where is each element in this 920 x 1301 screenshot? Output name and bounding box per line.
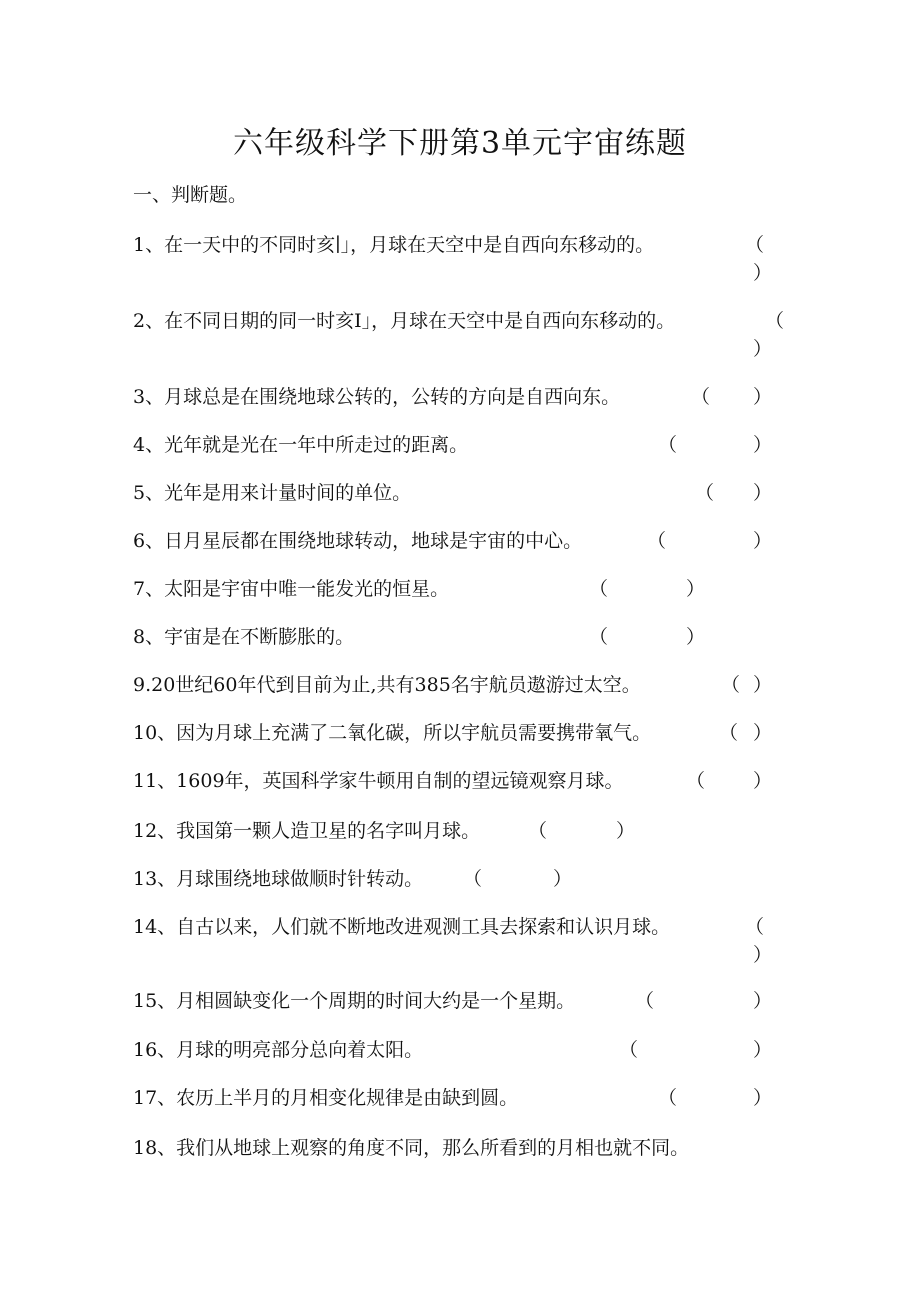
question-text: 3、月球总是在围绕地球公转的，公转的方向是自西向东。 <box>133 386 621 408</box>
answer-open-paren: （ <box>695 482 715 504</box>
answer-close-paren: ） <box>753 1087 773 1109</box>
answer-close-paren: ） <box>753 770 773 792</box>
answer-close-paren: ） <box>686 626 706 648</box>
answer-close-paren: ） <box>753 944 773 966</box>
answer-open-paren: （ <box>691 386 711 408</box>
answer-close-paren: ） <box>753 530 773 552</box>
question-text: 6、日月星辰都在围绕地球转动，地球是宇宙的中心。 <box>133 530 583 552</box>
question-text: 14、自古以来，人们就不断地改进观测工具去探索和认识月球。 <box>133 916 671 938</box>
answer-open-paren: （ <box>463 868 483 890</box>
question-text: 16、月球的明亮部分总向着太阳。 <box>133 1039 424 1061</box>
question-text: 18、我们从地球上观察的角度不同，那么所看到的月相也就不同。 <box>133 1137 690 1159</box>
answer-close-paren: ） <box>753 262 773 284</box>
question-text: 9.20世纪60年代到目前为止,共有385名宇航员遨游过太空。 <box>133 674 641 696</box>
answer-open-paren: （ <box>765 310 785 332</box>
page-title: 六年级科学下册第3单元宇宙练题 <box>232 126 688 161</box>
question-text: 4、光年就是光在一年中所走过的距离。 <box>133 434 469 456</box>
answer-open-paren: （ <box>658 1087 678 1109</box>
answer-close-paren: ） <box>753 386 773 408</box>
answer-open-paren: （ <box>635 990 655 1012</box>
answer-open-paren: （ <box>619 1039 639 1061</box>
answer-close-paren: ） <box>753 338 773 360</box>
question-text: 7、太阳是宇宙中唯一能发光的恒星。 <box>133 578 450 600</box>
answer-open-paren: （ <box>589 578 609 600</box>
question-text: 10、因为月球上充满了二氧化碳，所以宇航员需要携带氧气。 <box>133 722 652 744</box>
answer-open-paren: （ <box>589 626 609 648</box>
answer-open-paren: （ <box>721 674 741 696</box>
answer-open-paren: （ <box>647 530 667 552</box>
answer-close-paren: ） <box>753 1039 773 1061</box>
question-text: 12、我国第一颗人造卫星的名字叫月球。 <box>133 820 481 842</box>
answer-open-paren: （ <box>719 722 739 744</box>
question-text: 11、1609年，英国科学家牛顿用自制的望远镜观察月球。 <box>133 770 624 792</box>
answer-open-paren: （ <box>745 916 765 938</box>
answer-open-paren: （ <box>686 770 706 792</box>
answer-close-paren: ） <box>753 722 773 744</box>
question-text: 8、宇宙是在不断膨胀的。 <box>133 626 355 648</box>
question-text: 13、月球围绕地球做顺时针转动。 <box>133 868 424 890</box>
answer-close-paren: ） <box>616 820 636 842</box>
section-heading: 一、判断题。 <box>133 184 248 206</box>
answer-close-paren: ） <box>686 578 706 600</box>
answer-open-paren: （ <box>745 234 765 256</box>
answer-close-paren: ） <box>553 868 573 890</box>
answer-close-paren: ） <box>753 674 773 696</box>
answer-close-paren: ） <box>753 990 773 1012</box>
question-text: 1、在一天中的不同时亥∣」，月球在天空中是自西向东移动的。 <box>133 234 655 256</box>
question-text: 17、农历上半月的月相变化规律是由缺到圆。 <box>133 1087 519 1109</box>
question-text: 5、光年是用来计量时间的单位。 <box>133 482 412 504</box>
question-text: 15、月相圆缺变化一个周期的时间大约是一个星期。 <box>133 990 576 1012</box>
answer-open-paren: （ <box>658 434 678 456</box>
answer-close-paren: ） <box>753 482 773 504</box>
question-text: 2、在不同日期的同一时亥I」，月球在天空中是自西向东移动的。 <box>133 310 676 332</box>
answer-close-paren: ） <box>753 434 773 456</box>
answer-open-paren: （ <box>528 820 548 842</box>
